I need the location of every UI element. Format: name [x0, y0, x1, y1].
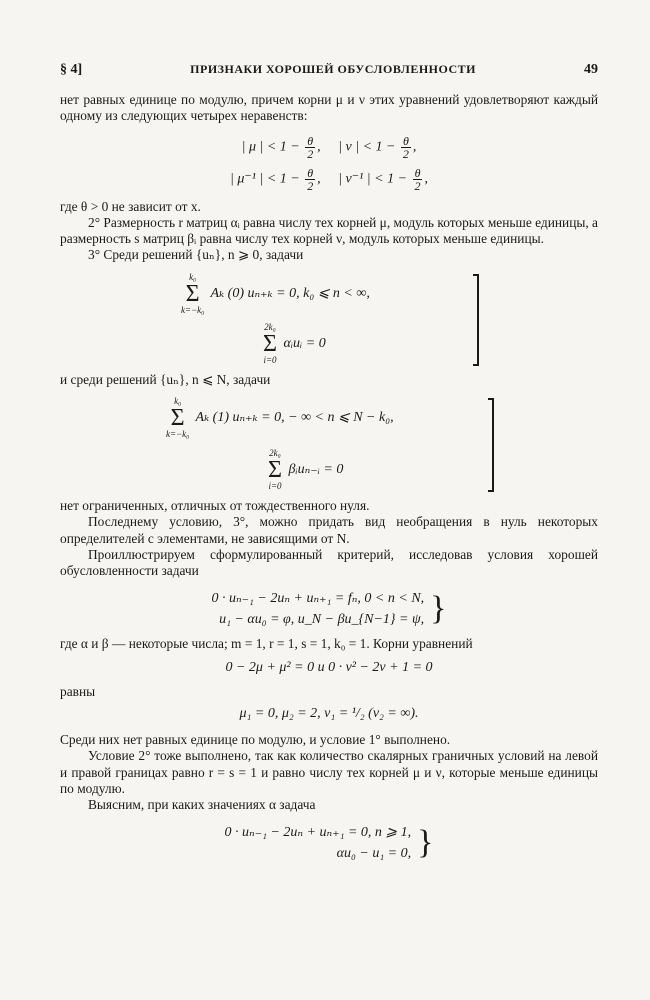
- system-brace: }: [417, 823, 434, 861]
- paragraph-2: где θ > 0 не зависит от x.: [60, 198, 201, 214]
- system-brace: [473, 274, 479, 366]
- sum-sign: Σ: [185, 280, 200, 307]
- book-page: [60, 62, 598, 864]
- inequality-mu: | μ | < 1 −: [241, 139, 300, 155]
- paragraph-1: нет равных единице по модулю, причем корни μ и ν этих уравнений удовлетворяют каждый одному из следующих четырех неравенств:: [60, 92, 598, 124]
- fraction-numerator: θ: [307, 133, 314, 148]
- paragraph-5: и среди решений {uₙ}, n ⩽ N, задачи: [60, 371, 271, 387]
- fraction-numerator: θ: [414, 165, 421, 180]
- system-3-equation-1: 0 · uₙ₋₁ − 2uₙ + uₙ₊₁ = fₙ, 0 < n < N,: [211, 590, 425, 606]
- roots-values: μ₁ = 0, μ₂ = 2, ν₁ = ¹/₂ (ν₂ = ∞).: [239, 706, 419, 722]
- paragraph-4: 3° Среди решений {uₙ}, n ⩾ 0, задачи: [88, 247, 304, 263]
- paragraph-11: Среди них нет равных единице по модулю, и условие 1° выполнено.: [60, 732, 451, 748]
- comma: ,: [317, 139, 321, 155]
- system-4-equation-1: 0 · uₙ₋₁ − 2uₙ + uₙ₊₁ = 0, n ⩾ 1,: [224, 824, 412, 840]
- sum-sign: Σ: [170, 405, 185, 432]
- paragraph-10: равны: [60, 683, 96, 699]
- inequalities-block: [60, 135, 598, 192]
- paragraph-9: где α и β — некоторые числа; m = 1, r = 1, s = 1, k₀ = 1. Корни уравнений: [60, 635, 473, 651]
- system-brace: }: [430, 589, 447, 627]
- paragraph-6: нет ограниченных, отличных от тождественного нуля.: [60, 498, 370, 514]
- sum-lower-limit: i=0: [268, 481, 282, 492]
- sum-upper-limit: k₀: [189, 271, 197, 282]
- sum-upper-limit: 2k₀: [269, 448, 281, 459]
- fraction-denominator: 2: [307, 178, 314, 193]
- system-1-equation-1: Aₖ (0) uₙ₊ₖ = 0, k₀ ⩽ n < ∞,: [210, 286, 370, 301]
- system-2-equation-1: Aₖ (1) uₙ₊ₖ = 0, − ∞ < n ⩽ N − k₀,: [195, 410, 394, 426]
- sum-sign: Σ: [268, 457, 282, 484]
- sum-lower-limit: i=0: [263, 354, 277, 365]
- system-brace: [488, 398, 494, 492]
- comma: ,: [424, 171, 428, 187]
- inequality-mu-inverse: | μ⁻¹ | < 1 −: [230, 171, 300, 187]
- system-1-equation-2: αᵢuᵢ = 0: [283, 336, 326, 351]
- inequality-nu-inverse: | ν⁻¹ | < 1 −: [338, 171, 408, 187]
- paragraph-3: 2° Размерность r матриц αᵢ равна числу тех корней μ, модуль которых меньше единицы, а размерность s матриц βᵢ равна числу тех корней ν, модуль которых меньше единицы.: [60, 214, 598, 247]
- system-3: [60, 588, 598, 630]
- fraction-numerator: θ: [402, 133, 409, 148]
- section-marker: § 4]: [60, 62, 83, 77]
- system-4-equation-2: αu₀ − u₁ = 0,: [336, 845, 412, 861]
- sum-lower-limit: k=−k₀: [166, 429, 190, 440]
- system-2-equation-2: βᵢuₙ₋ᵢ = 0: [288, 462, 344, 478]
- page-number: 49: [583, 62, 598, 77]
- paragraph-7: Последнему условию, 3°, можно придать вид необращения в нуль некоторых определителей с элементами, не зависящими от N.: [60, 514, 598, 546]
- inequality-nu: | ν | < 1 −: [338, 139, 396, 155]
- fraction-denominator: 2: [307, 146, 314, 161]
- running-header: [60, 62, 598, 78]
- system-4: [60, 822, 598, 864]
- system-1: [179, 272, 479, 368]
- comma: ,: [412, 139, 417, 155]
- running-title: ПРИЗНАКИ ХОРОШЕЙ ОБУСЛОВЛЕННОСТИ: [190, 62, 476, 76]
- system-2: [164, 396, 494, 494]
- paragraph-8: Проиллюстрируем сформулированный критерий, исследовав условия хорошей обусловленности задачи: [60, 546, 598, 579]
- fraction-numerator: θ: [307, 165, 314, 180]
- sum-upper-limit: 2k₀: [264, 321, 276, 332]
- comma: ,: [317, 171, 321, 187]
- sum-upper-limit: k₀: [174, 396, 182, 407]
- fraction-denominator: 2: [414, 178, 421, 193]
- sum-sign: Σ: [263, 330, 277, 357]
- system-3-equation-2: u₁ − αu₀ = φ, u_N − βu_{N−1} = ψ,: [219, 611, 425, 627]
- fraction-denominator: 2: [402, 146, 409, 161]
- paragraph-12: Условие 2° тоже выполнено, так как количество скалярных граничных условий на левой и правой границах равно r = s = 1 и равно числу тех корней μ и ν, которые меньше единицы по модулю.: [60, 748, 598, 797]
- paragraph-13: Выясним, при каких значениях α задача: [88, 797, 316, 813]
- sum-lower-limit: k=−k₀: [181, 304, 205, 315]
- roots-equations: 0 − 2μ + μ² = 0 и 0 · ν² − 2ν + 1 = 0: [225, 659, 433, 675]
